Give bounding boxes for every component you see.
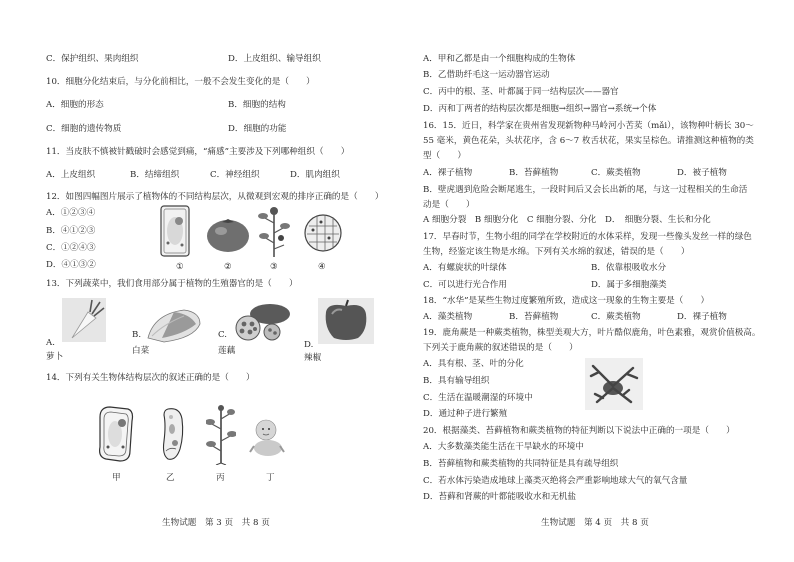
- q14-label-yi: 乙: [166, 473, 175, 483]
- q20-stem: 20．根据藻类、苔藓植物和蕨类植物的特征判断以下说法中正确的一项是（ ）: [423, 426, 735, 436]
- baby-ding-illustration: [248, 418, 286, 458]
- q14-label-bing: 丙: [216, 473, 225, 483]
- q12-option-b: B．④①②③: [46, 226, 96, 236]
- q17-option-b: B．依靠根吸收水分: [591, 263, 667, 273]
- q13-letter-b: B.: [132, 330, 142, 340]
- q19-option-c: C．生活在温暖潮湿的环境中: [423, 393, 533, 403]
- q13-name-c: 莲藕: [218, 346, 236, 356]
- q18-option-d: D．裸子植物: [677, 312, 727, 322]
- right-page: [397, 0, 794, 562]
- q13-name-a: 萝卜: [46, 352, 64, 362]
- cabbage-illustration: [144, 304, 204, 344]
- q14-label-ding: 丁: [266, 473, 275, 483]
- q16-line-1: 16．15．近日，科学家在贵州省发现新物种马岭河小苦荬（mǎi），该物种叶柄长 30～: [423, 121, 754, 131]
- q12-label-1: ①: [176, 262, 184, 272]
- q10-option-a: A．细胞的形态: [46, 100, 104, 110]
- q12-label-4: ④: [318, 262, 326, 272]
- q19-line-1: 19．鹿角蕨是一种蕨类植物，株型美观大方，叶片酷似鹿角，叶色素雅，观赏价值极高。: [423, 328, 761, 338]
- q16-option-a: A．裸子植物: [423, 168, 473, 178]
- gecko-question-line-2: 动是（ ）: [423, 200, 475, 210]
- q10-option-c: C．细胞的遗传物质: [46, 124, 122, 134]
- q17-option-a: A．有螺旋状的叶绿体: [423, 263, 507, 273]
- staghorn-fern-illustration: [585, 358, 643, 410]
- left-page-footer: 生物试题 第 3 页 共 8 页: [162, 518, 270, 528]
- plant-cell-illustration: [158, 203, 192, 259]
- plant-bing-illustration: [206, 403, 236, 465]
- q11-option-b: B．结缔组织: [130, 170, 180, 180]
- q19-option-d: D．通过种子进行繁殖: [423, 409, 508, 419]
- q9-option-c: C．保护组织、果肉组织: [46, 54, 139, 64]
- gecko-question-options: A 细胞分裂 B 细胞分化 C 细胞分裂、分化 D． 细胞分裂、生长和分化: [423, 215, 711, 225]
- gecko-question-line-1: B．壁虎遇到危险会断尾逃生，一段时间后又会长出新的尾，与这一过程相关的生命活: [423, 185, 748, 195]
- q12-label-2: ②: [224, 262, 232, 272]
- q20-option-a: A．大多数藻类能生活在干旱缺水的环境中: [423, 442, 584, 452]
- q17-line-1: 17．早春时节，生物小组的同学在学校附近的水体采样，发现一些像头发丝一样的绿色: [423, 232, 752, 242]
- q12-label-3: ③: [270, 262, 278, 272]
- q13-stem: 13．下列蔬菜中，我们食用部分属于植物的生殖器官的是（ ）: [46, 279, 298, 289]
- q17-line-2: 生物，经鉴定该生物是水绵。下列有关水绵的叙述，错误的是（ ）: [423, 247, 690, 257]
- right-page-footer: 生物试题 第 4 页 共 8 页: [541, 518, 649, 528]
- q10-stem: 10．细胞分化结束后，与分化前相比，一般不会发生变化的是（ ）: [46, 77, 315, 87]
- q12-option-d: D．④①③②: [46, 260, 96, 270]
- q13-letter-a: A.: [46, 338, 55, 348]
- q14-option-c: C．丙中的根、茎、叶都属于同一结构层次——器官: [423, 87, 619, 97]
- q18-stem: 18．“水华”是某些生物过度繁殖所致，造成这一现象的生物主要是（ ）: [423, 296, 710, 306]
- q14-option-b: B．乙借助纤毛这一运动器官运动: [423, 70, 550, 80]
- q9-option-d: D．上皮组织、输导组织: [228, 54, 321, 64]
- tomato-plant-illustration: [257, 203, 291, 259]
- paramecium-yi-illustration: [160, 405, 186, 463]
- q12-stem: 12．如图四幅图片展示了植物体的不同结构层次，从微观到宏观的排序正确的是（ ）: [46, 192, 384, 202]
- q13-name-b: 白菜: [132, 346, 150, 356]
- q16-option-b: B．苔藓植物: [509, 168, 559, 178]
- q17-option-c: C．可以进行光合作用: [423, 280, 507, 290]
- q16-option-c: C．蕨类植物: [591, 168, 641, 178]
- tomato-illustration: [205, 214, 251, 254]
- tissue-illustration: [303, 210, 343, 256]
- q12-option-a: A．①②③④: [46, 208, 96, 218]
- q18-option-c: C．蕨类植物: [591, 312, 641, 322]
- q19-line-2: 下列关于鹿角蕨的叙述错误的是（ ）: [423, 343, 578, 353]
- q19-option-a: A．具有根、茎、叶的分化: [423, 359, 524, 369]
- q20-option-c: C．若水体污染造成地球上藻类灭绝将会严重影响地球大气的氧气含量: [423, 476, 688, 486]
- q19-option-b: B．具有输导组织: [423, 376, 490, 386]
- q20-option-b: B．苔藓植物和蕨类植物的共同特征是具有疏导组织: [423, 459, 619, 469]
- q14-label-jia: 甲: [112, 473, 121, 483]
- q14-stem: 14．下列有关生物体结构层次的叙述正确的是（ ）: [46, 373, 255, 383]
- q14-option-d: D．丙和丁两者的结构层次都是细胞→组织→器官→系统→个体: [423, 104, 657, 114]
- q11-option-c: C．神经组织: [210, 170, 260, 180]
- q13-name-d: 辣椒: [304, 353, 322, 363]
- pepper-illustration: [318, 298, 374, 344]
- q10-option-d: D．细胞的功能: [228, 124, 287, 134]
- plant-cell-jia-illustration: [96, 403, 136, 465]
- q13-letter-c: C.: [218, 330, 228, 340]
- q18-option-a: A．藻类植物: [423, 312, 473, 322]
- q18-option-b: B．苔藓植物: [509, 312, 559, 322]
- q17-option-d: D．属于多细胞藻类: [591, 280, 667, 290]
- q11-stem: 11．当皮肤不慎被针戳破时会感觉到痛，“痛感”主要涉及下列哪种组织（ ）: [46, 147, 350, 157]
- q12-option-c: C．①②④③: [46, 243, 96, 253]
- q10-option-b: B．细胞的结构: [228, 100, 286, 110]
- q14-option-a: A．甲和乙都是由一个细胞构成的生物体: [423, 54, 576, 64]
- q11-option-a: A．上皮组织: [46, 170, 96, 180]
- q16-line-2: 55 毫米，黄色花朵，头状花序，含 6～7 枚舌状花，果实呈棕色。请推测这种植物的类: [423, 136, 754, 146]
- lotus-root-illustration: [230, 300, 292, 342]
- q13-letter-d: D.: [304, 340, 314, 350]
- q20-option-d: D．苔藓和肾蕨的叶都能吸收水和无机盐: [423, 492, 576, 502]
- q11-option-d: D．肌肉组织: [290, 170, 340, 180]
- q16-option-d: D．被子植物: [677, 168, 727, 178]
- q16-line-3: 型（ ）: [423, 151, 466, 161]
- radish-illustration: [62, 298, 106, 342]
